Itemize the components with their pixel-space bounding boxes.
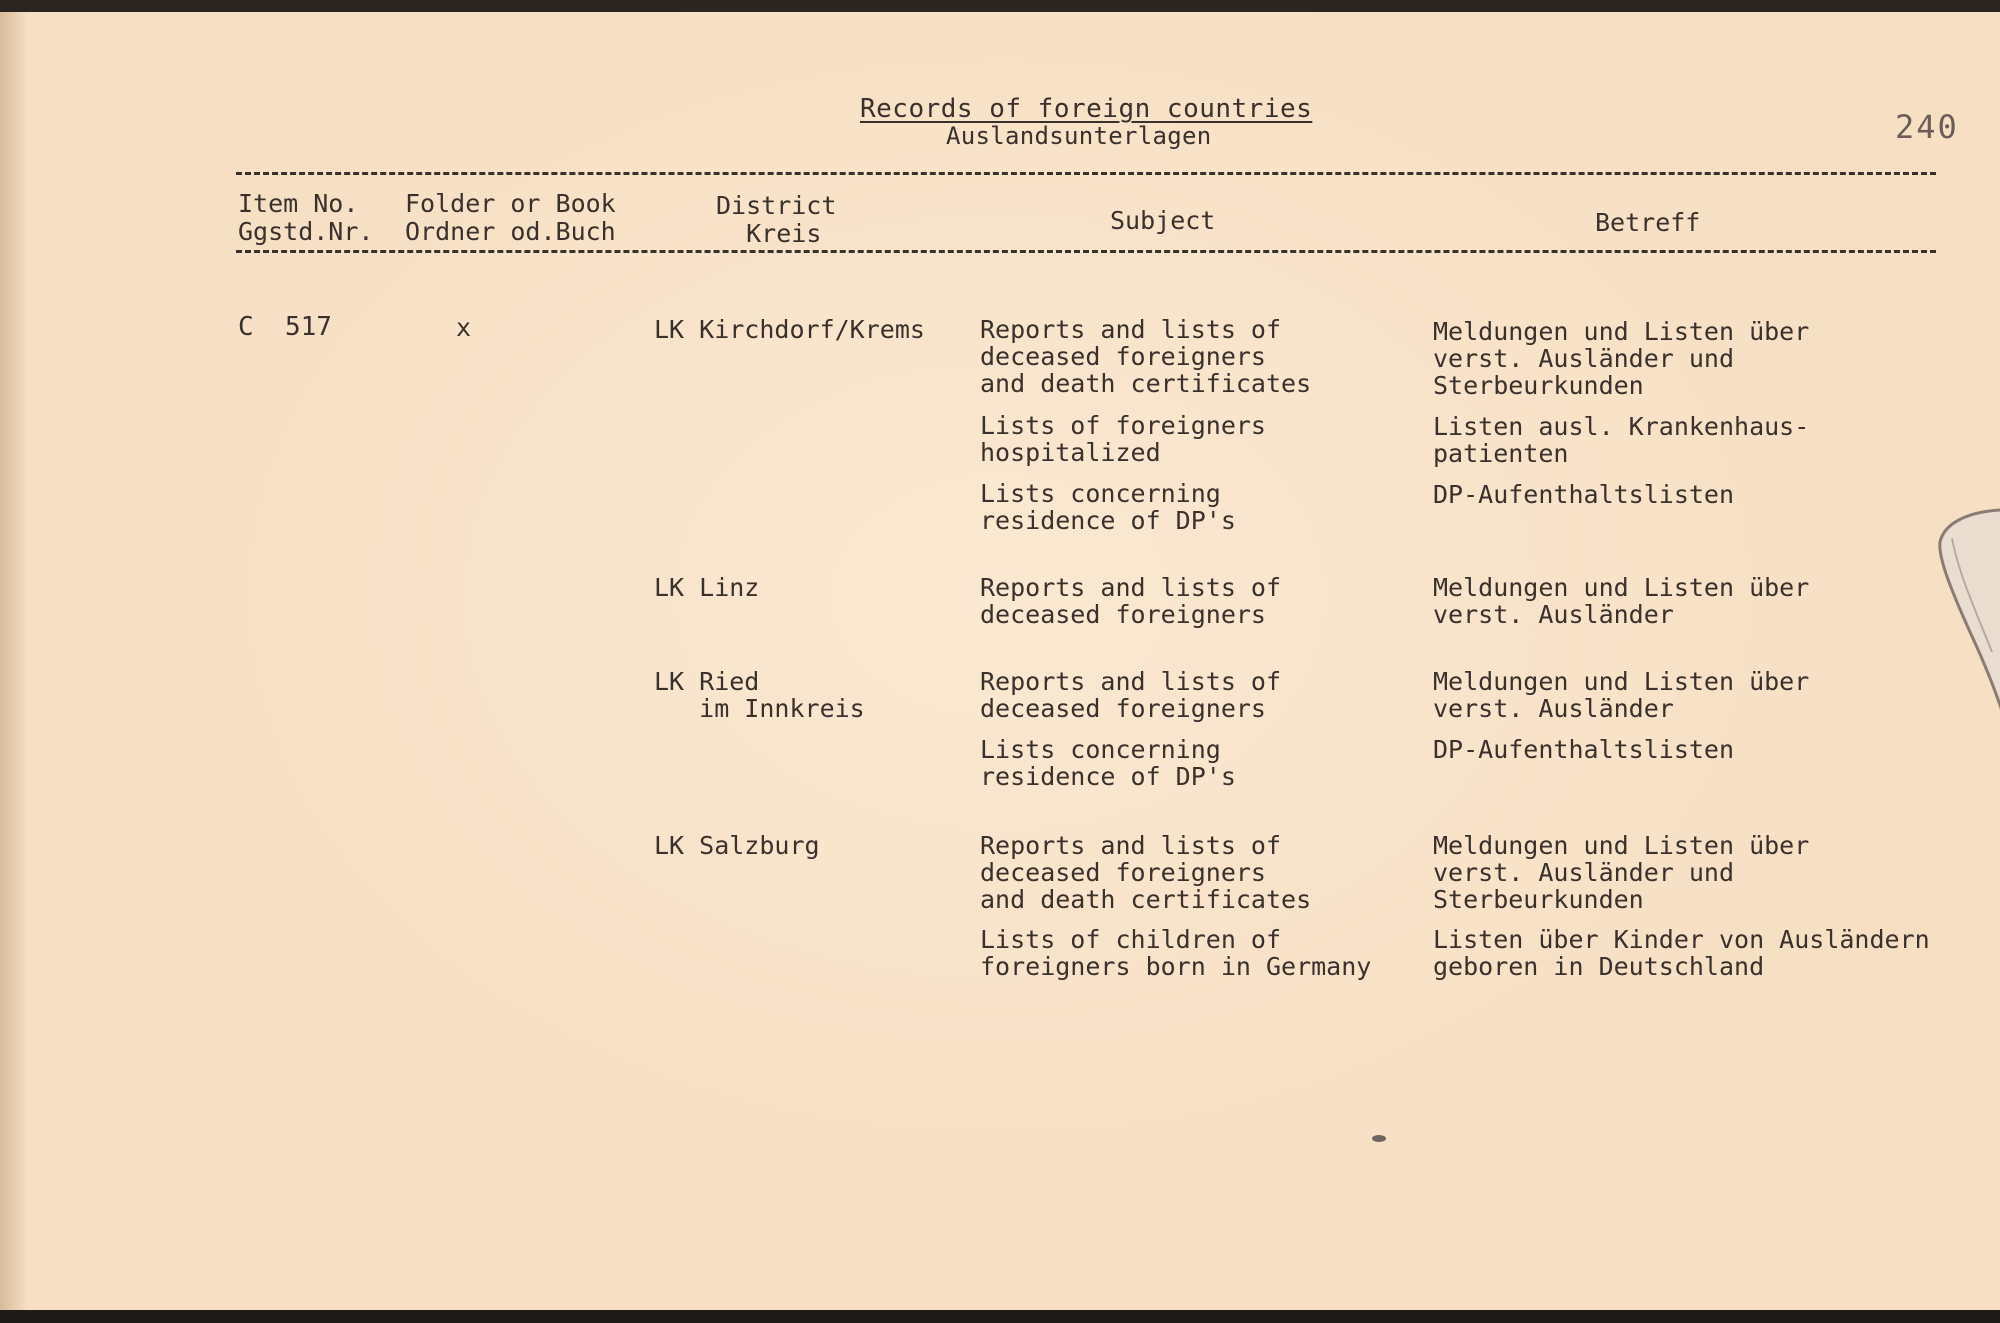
- district-name: LK Ried im Innkreis: [654, 667, 865, 723]
- subject-entry: Lists concerning residence of DP's: [980, 735, 1236, 791]
- column-header-item-no: [238, 190, 373, 246]
- district-name: LK Kirchdorf/Krems: [654, 315, 925, 344]
- betreff-entry: DP-Aufenthaltslisten: [1433, 480, 1735, 509]
- column-header-item-no-en: Item No.: [238, 189, 359, 218]
- page-title: Records of foreign countries: [860, 94, 1313, 124]
- subject-entry: Reports and lists of deceased foreigners: [980, 573, 1282, 629]
- column-header-betreff: Betreff: [1595, 208, 1701, 237]
- paper-clip-icon: [1926, 502, 2000, 722]
- item-number: C 517: [238, 312, 332, 342]
- column-header-subject: Subject: [1110, 206, 1216, 235]
- subject-entry: Reports and lists of deceased foreigners: [980, 667, 1282, 723]
- scan-bottom-edge: [0, 1310, 2000, 1323]
- subject-entry: Lists of children of foreigners born in Germany: [980, 925, 1372, 981]
- subject-entry: Lists concerning residence of DP's: [980, 479, 1236, 535]
- subject-entry: Reports and lists of deceased foreigners and death certificates: [980, 315, 1312, 398]
- betreff-entry: Meldungen und Listen über verst. Ausländer: [1433, 667, 1810, 723]
- column-header-district-en: District: [716, 191, 837, 220]
- betreff-entry: Listen ausl. Krankenhaus- patienten: [1433, 412, 1810, 468]
- betreff-entry: Meldungen und Listen über verst. Ausländer und Sterbeurkunden: [1433, 831, 1810, 914]
- district-name: LK Linz: [654, 573, 760, 602]
- district-name: LK Salzburg: [654, 831, 820, 860]
- page-number: 240: [1895, 108, 1959, 146]
- column-header-folder: [405, 190, 616, 246]
- betreff-entry: Meldungen und Listen über verst. Ausländer und Sterbeurkunden: [1433, 317, 1810, 400]
- header-bottom-rule: [236, 250, 1936, 253]
- document-page: [0, 12, 2000, 1310]
- column-header-folder-en: Folder or Book: [405, 189, 616, 218]
- column-header-district: [716, 192, 836, 248]
- betreff-entry: DP-Aufenthaltslisten: [1433, 735, 1735, 764]
- subject-entry: Reports and lists of deceased foreigners and death certificates: [980, 831, 1312, 914]
- column-header-district-de: Kreis: [746, 219, 822, 248]
- page-subtitle: Auslandsunterlagen: [946, 122, 1212, 150]
- ink-speck: [1372, 1135, 1386, 1142]
- column-header-item-no-de: Ggstd.Nr.: [238, 217, 374, 246]
- betreff-entry: Listen über Kinder von Ausländern geboren in Deutschland: [1433, 925, 1930, 981]
- folder-mark: x: [456, 313, 472, 342]
- subject-entry: Lists of foreigners hospitalized: [980, 411, 1266, 467]
- header-top-rule: [236, 172, 1936, 175]
- column-header-folder-de: Ordner od.Buch: [405, 217, 616, 246]
- betreff-entry: Meldungen und Listen über verst. Ausländer: [1433, 573, 1810, 629]
